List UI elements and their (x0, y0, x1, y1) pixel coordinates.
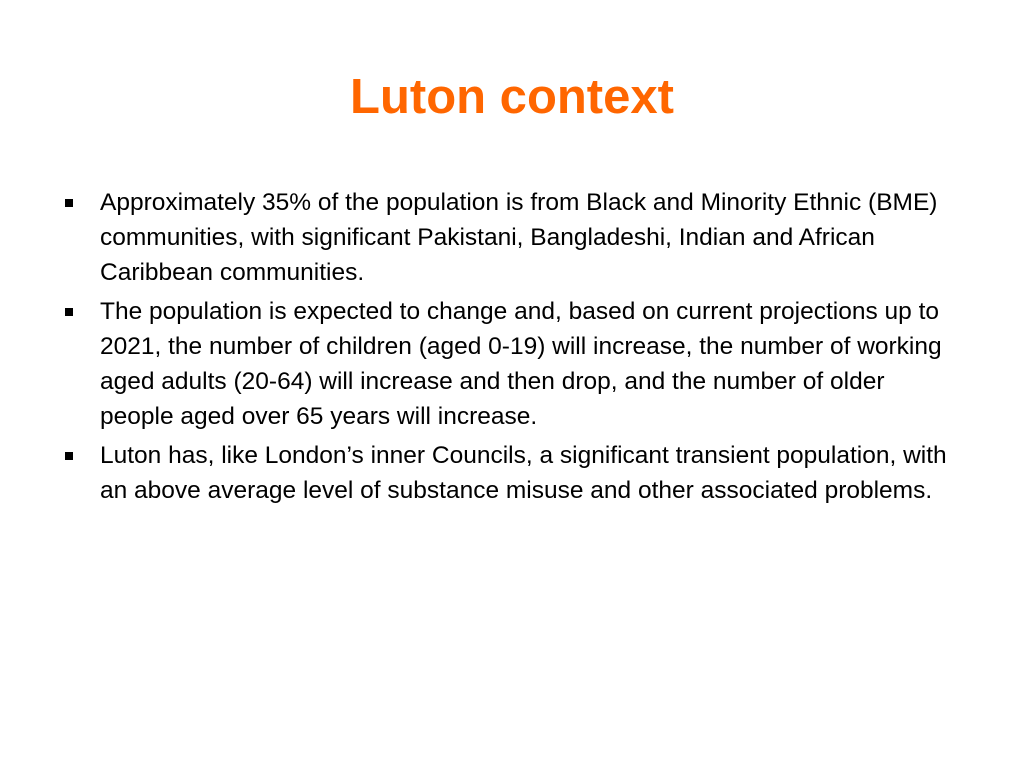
bullet-item (60, 294, 960, 434)
bullet-text: Luton has, like London’s inner Councils, a significant transient population, with an above average level of substance misuse and other associated problems. (100, 442, 947, 504)
bullet-text: The population is expected to change and, based on current projections up to 2021, the number of children (aged 0-19) will increase, the number of working aged adults (20-64) will increase and then drop, and the number of older people aged over 65 years will increase. (100, 298, 942, 430)
slide-title: Luton context (350, 70, 674, 124)
square-bullet-icon (65, 199, 73, 207)
square-bullet-icon (65, 452, 73, 460)
bullet-list (60, 185, 960, 512)
square-bullet-icon (65, 308, 73, 316)
bullet-text: Approximately 35% of the population is from Black and Minority Ethnic (BME) communities, with significant Pakistani, Bangladeshi, Indian and African Caribbean communities. (100, 189, 938, 286)
bullet-item (60, 438, 960, 508)
bullet-item (60, 185, 960, 290)
